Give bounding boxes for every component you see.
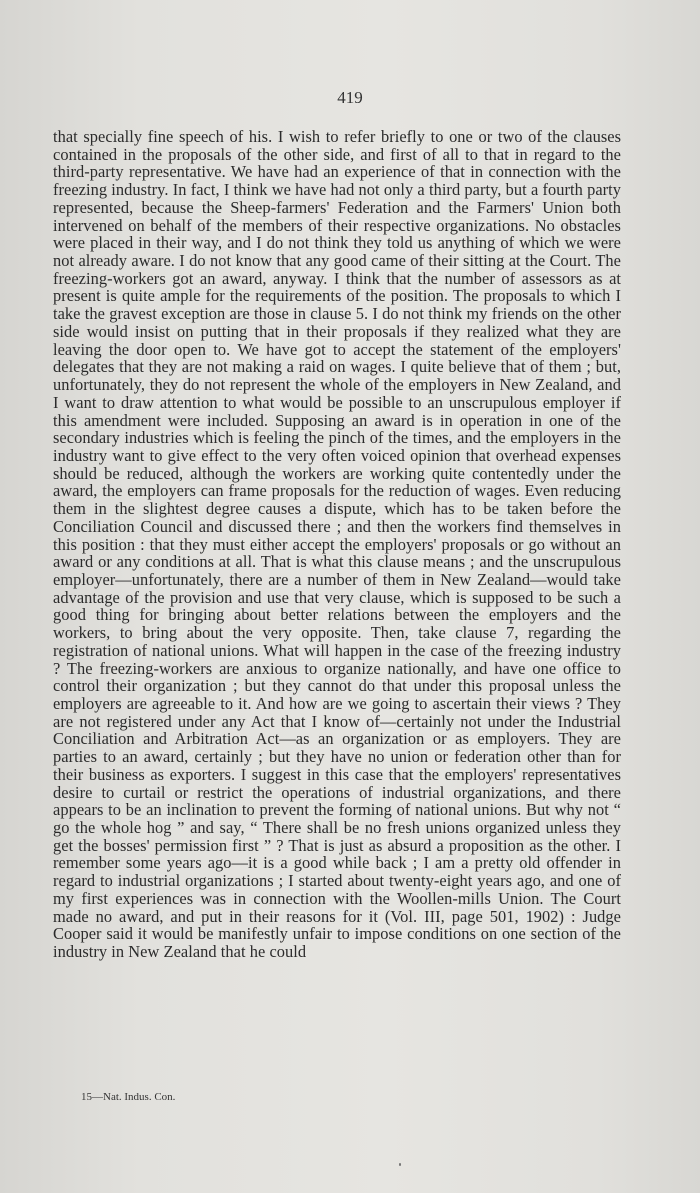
body-paragraph: that specially fine speech of his. I wish to refer briefly to one or two of the clauses contained in the proposals of the other side, and first of all to that in regard to the third-party representative. We have had an experience of that in connection with the freezing industry. In fact, I think we have had not only a third party, but a fourth party represented, because the Sheep-farmers' Federation and the Farmers' Union both intervened on behalf of the members of their respective organizations. No obstacles were placed in their way, and I do not think they told us anything of which we were not already aware. I do not know that any good came of their sitting at the Court. The freezing-workers got an award, anyway. I think that the number of assessors as at present is quite ample for the requirements of the position. The proposals to which I take the gravest exception are those in clause 5. I do not think my friends on the other side would insist on putting that in their proposals if they realized what they are leaving the door open to. We have got to accept the statement of the employers' delegates that they are not making a raid on wages. I quite believe that of them ; but, unfortunately, they do not represent the whole of the employers in New Zealand, and I want to draw attention to what would be possible to an unscrupulous employer if this amendment were included. Supposing an award is in operation in one of the secondary industries which is feeling the pinch of the times, and the employers in the industry want to give effect to the very often voiced opinion that overhead expenses should be reduced, although the workers are working quite contentedly under the award, the employers can frame proposals for the reduction of wages. Even reducing them in the slightest degree causes a dispute, which has to be taken before the Conciliation Council and discussed there ; and then the workers find themselves in this position : that they must either accept the employers' proposals or go without an award or any conditions at all. That is what this clause means ; and the unscrupulous employer—unfortunately, there are a number of them in New Zealand—would take advantage of the provision and use that very clause, which is supposed to be such a good thing for bringing about better relations between the employers and the workers, to bring about the very opposite. Then, take clause 7, regarding the registration of national unions. What will happen in the case of the freezing industry ? The freezing-workers are anxious to organize nationally, and have one office to control their organization ; but they cannot do that under this proposal unless the employers are agreeable to it. And how are we going to ascertain their views ? They are not registered under any Act that I know of—certainly not under the Industrial Conciliation and Arbitration Act—as an organization or as employers. They are parties to an award, certainly ; but they have no union or federation other than for their business as exporters. I suggest in this case that the employers' representatives desire to curtail or restrict the operations of industrial organizations, and there appears to be an inclination to prevent the forming of national unions. But why not “ go the whole hog ” and say, “ There shall be no fresh unions organized unless they get the bosses' permission first ” ? That is just as absurd a proposition as the other. I remember some years ago—it is a good while back ; I am a pretty old offender in regard to industrial organizations ; I started about twenty-eight years ago, and one of my first experiences was in connection with the Woollen-mills Union. The Court made no award, and put in their reasons for it (Vol. III, page 501, 1902) : Judge Cooper said it would be manifestly unfair to impose conditions on one section of the industry in New Zealand that he could — [53, 127, 621, 962]
footer-signature-mark: 15—Nat. Indus. Con. — [81, 1091, 176, 1103]
page-number: 419 — [337, 88, 363, 107]
scan-speck — [399, 1163, 401, 1166]
